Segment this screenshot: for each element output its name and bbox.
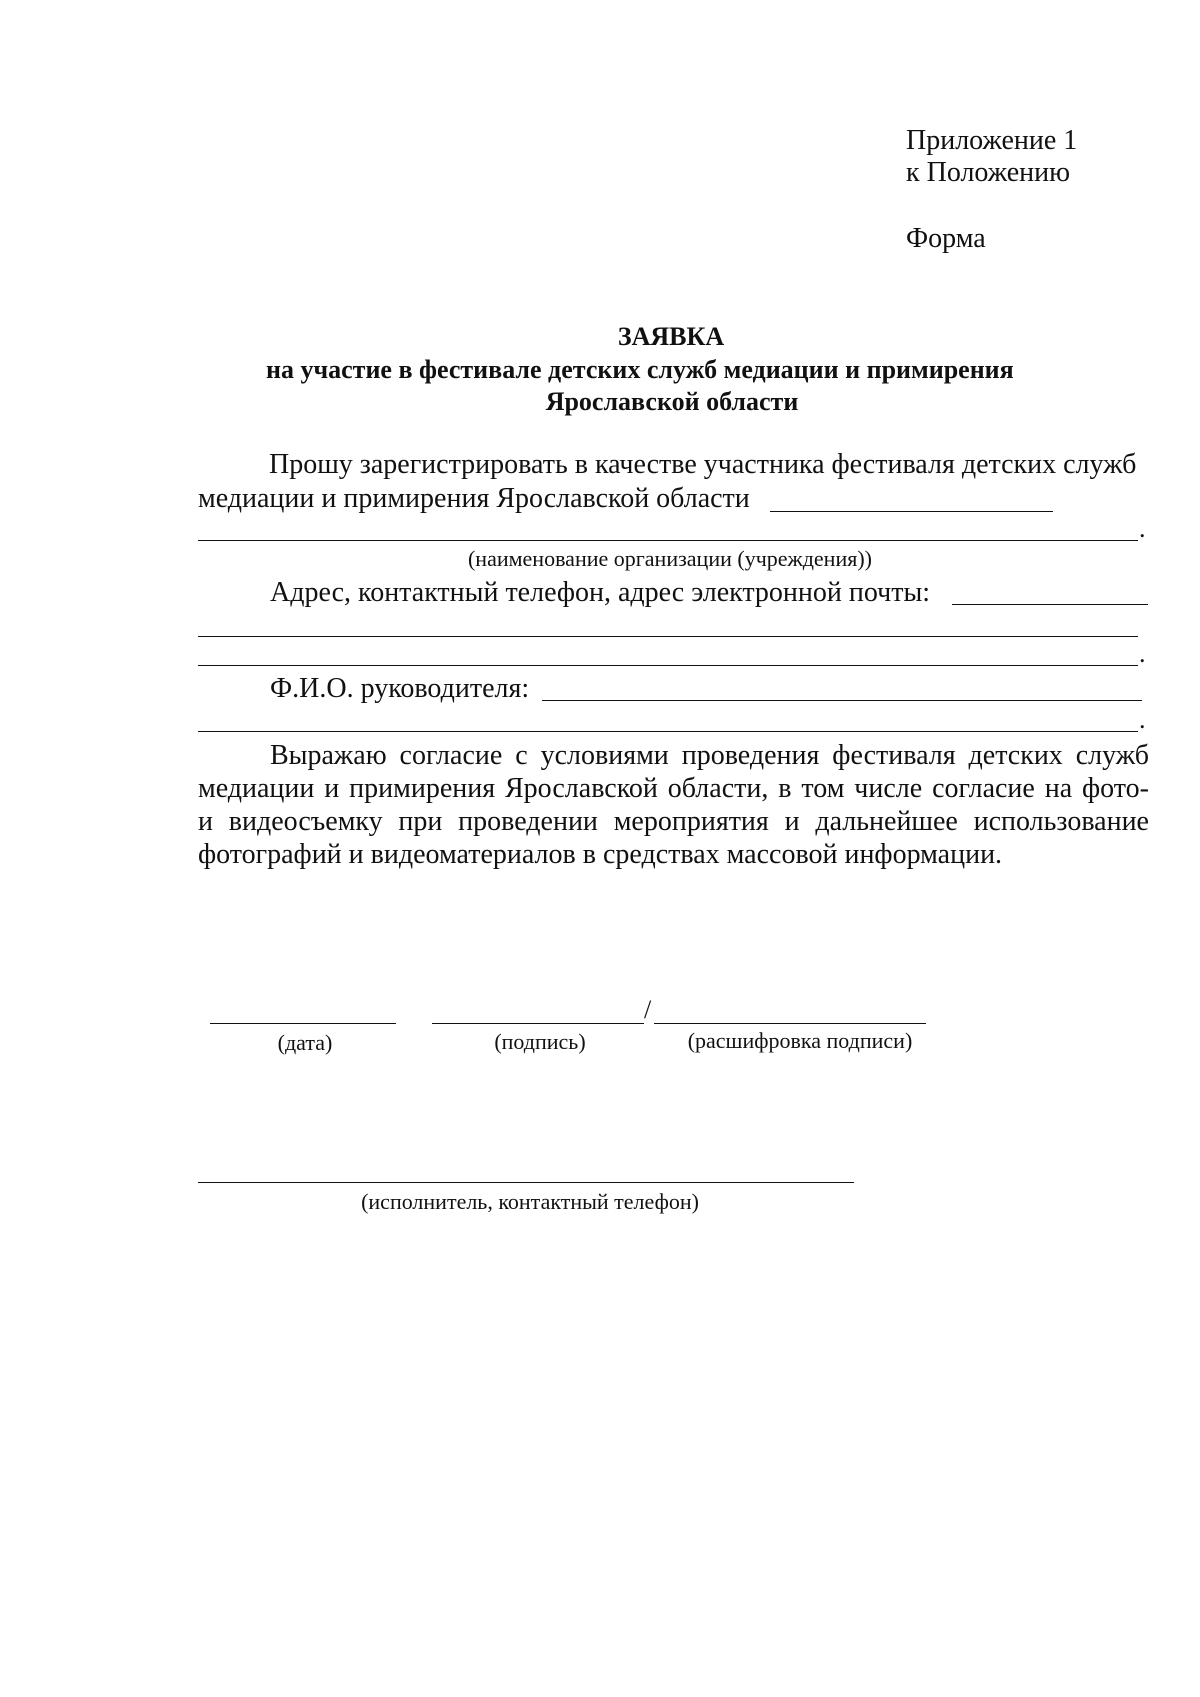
- consent-line-4: фотографий и видеоматериалов в средствах массовой информации.: [198, 839, 1003, 870]
- head-name-period: .: [1139, 705, 1146, 734]
- consent-line-3: и видеосъемку при проведении мероприятия и дальнейшее использование: [198, 806, 1149, 837]
- date-hint: (дата): [277, 1030, 333, 1055]
- executor-hint: (исполнитель, контактный телефон): [361, 1189, 699, 1214]
- contacts-label: Адрес, контактный телефон, адрес электронной почты:: [270, 577, 931, 608]
- date-field-line[interactable]: [210, 1023, 396, 1024]
- org-name-period: .: [1139, 514, 1146, 543]
- consent-line-2: медиации и примирения Ярославской области, в том числе согласие на фото-: [198, 773, 1149, 804]
- signature-decode-hint: (расшифровка подписи): [687, 1028, 913, 1053]
- head-name-field-line-2[interactable]: [198, 731, 1138, 732]
- signature-separator: /: [644, 995, 652, 1024]
- contacts-field-line-2[interactable]: [198, 636, 1138, 637]
- executor-field-line[interactable]: [198, 1182, 854, 1183]
- org-name-field-line-2[interactable]: [198, 540, 1138, 541]
- consent-line-1: Выражаю согласие с условиями проведения фестиваля детских служб: [270, 740, 1149, 771]
- document-subtitle-line-2: Ярославской области: [545, 387, 799, 416]
- contacts-field-line-3[interactable]: [198, 665, 1138, 666]
- org-name-field-line-1[interactable]: [770, 511, 1053, 512]
- contacts-period: .: [1139, 639, 1146, 668]
- document-subtitle-line-1: на участие в фестивале детских служб медиации и примирения: [266, 355, 1014, 384]
- request-line-1: Прошу зарегистрировать в качестве участника фестиваля детских служб: [269, 449, 1137, 480]
- org-name-hint: (наименование организации (учреждения)): [467, 546, 872, 571]
- request-line-2: медиации и примирения Ярославской области: [198, 483, 750, 514]
- head-label: Ф.И.О. руководителя:: [270, 673, 530, 704]
- contacts-field-line-1[interactable]: [952, 604, 1148, 605]
- annex-line-1: Приложение 1: [906, 125, 1078, 156]
- annex-line-2: к Положению: [906, 157, 1071, 188]
- signature-decode-field-line[interactable]: [654, 1023, 926, 1024]
- signature-hint: (подпись): [494, 1029, 586, 1054]
- document-title: ЗАЯВКА: [617, 322, 725, 351]
- signature-field-line[interactable]: [432, 1023, 644, 1024]
- head-name-field-line-1[interactable]: [542, 700, 1142, 701]
- form-label: Форма: [906, 223, 986, 254]
